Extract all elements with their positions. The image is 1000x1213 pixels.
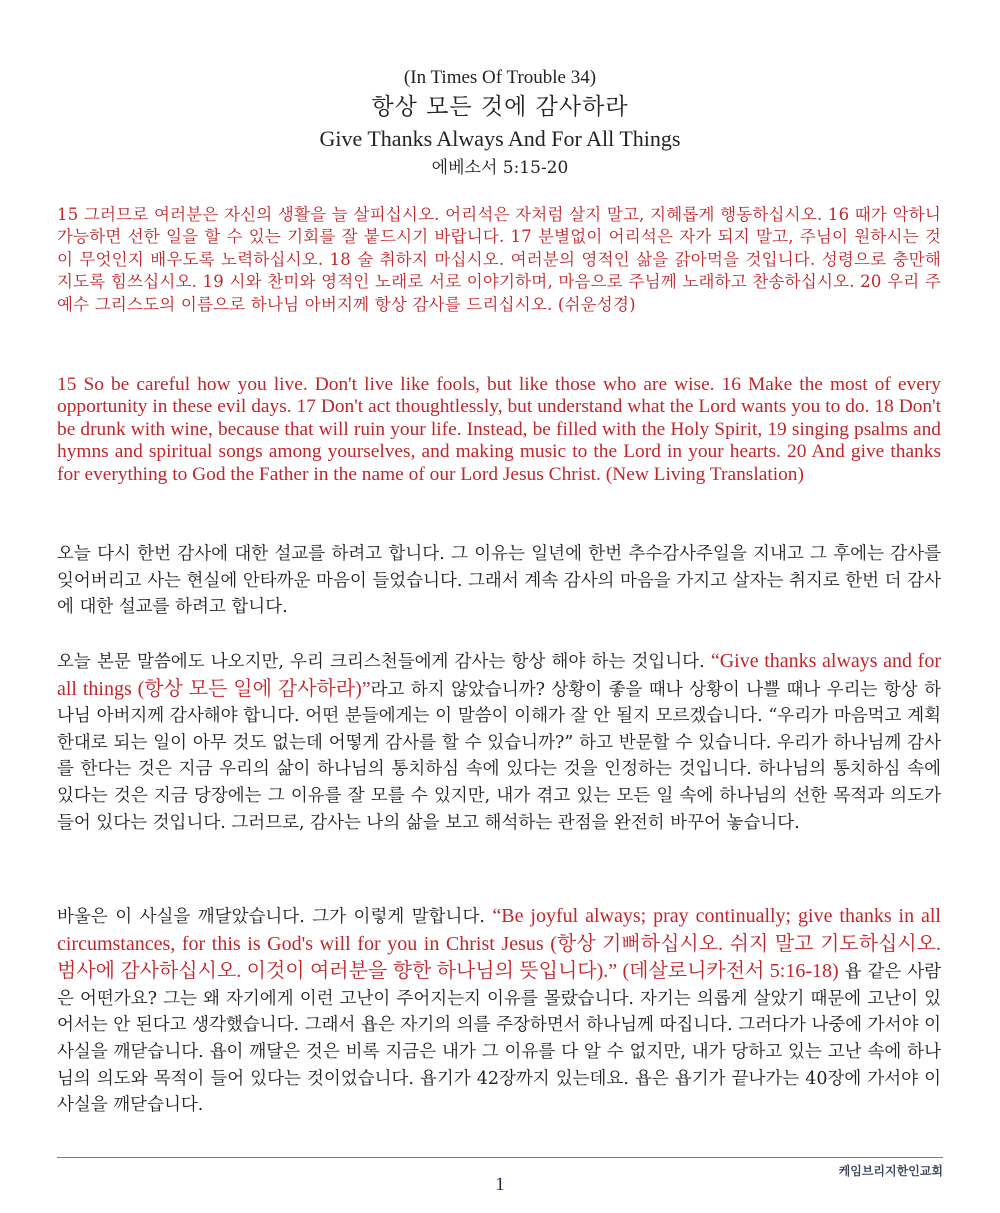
paragraph-3-rest: 욥 같은 사람은 어떤가요? 그는 왜 자기에게 이런 고난이 주어지는지 이유를 몰랐습니다. 자기는 의롭게 살았기 때문에 고난이 있어서는 안 된다고 생각했습니다. 그래서 욥은 자기의 의를 주장하면서 하나님께 따집니다. 그러다가 나중에 가서야 이 사실을 깨닫습니다. 욥이 깨달은 것은 비록 지금은 내가 그 이유를 다 알 수 없지만, 내가 당하고 있는 고난 속에 하나님의 의도와 목적이 들어 있다는 것이었습니다. 욥기가 42장까지 있는데요. 욥은 욥기가 끝나가는 40장에 가서야 이 사실을 깨닫습니다. [57, 962, 941, 1116]
english-title: Give Thanks Always And For All Things [319, 126, 681, 151]
paragraph-3-lead: 바울은 이 사실을 깨달았습니다. 그가 이렇게 말합니다. [57, 907, 493, 927]
paragraph-2-rest: 라고 하지 않았습니까? 상황이 좋을 때나 상황이 나쁠 때나 우리는 항상 하나님 아버지께 감사해야 합니다. 어떤 분들에게는 이 말씀이 이해가 잘 안 될지 모르겠습니다. “우리가 마음먹고 계획한대로 되는 일이 아무 것도 없는데 어떻게 감사를 할 수 있습니까?” 하고 반문할 수 있습니다. 우리가 하나님께 감사를 한다는 것은 지금 우리의 삶이 하나님의 통치하심 속에 있다는 것을 인정하는 것입니다. 하나님의 통치하심 속에 있다는 것은 지금 당장에는 그 이유를 잘 모를 수 있지만, 내가 겪고 있는 모든 일 속에 하나님의 선한 목적과 의도가 들어 있다는 것입니다. 그러므로, 감사는 나의 삶을 보고 해석하는 관점을 완전히 바꾸어 놓습니다. [57, 679, 941, 833]
page-number: 1 [495, 1174, 505, 1195]
paragraph-3 [57, 903, 941, 1119]
paragraph-1: 오늘 다시 한번 감사에 대한 설교를 하려고 합니다. 그 이유는 일년에 한번 추수감사주일을 지내고 그 후에는 감사를 잊어버리고 사는 현실에 안타까운 마음이 들었습니다. 그래서 계속 감사의 마음을 가지고 살자는 취지로 한번 더 감사에 대한 설교를 하려고 합니다. [57, 544, 941, 618]
korean-title: 항상 모든 것에 감사하라 [371, 94, 629, 120]
church-name: 케임브리지한인교회 [838, 1164, 943, 1178]
footer-divider [57, 1157, 943, 1158]
sermon-header [0, 66, 1000, 182]
scripture-korean: 15 그러므로 여러분은 자신의 생활을 늘 살피십시오. 어리석은 자처럼 살지 말고, 지혜롭게 행동하십시오. 16 때가 악하니 가능하면 선한 일을 할 수 있는 기회를 잘 붙드시기 바랍니다. 17 분별없이 어리석은 자가 되지 말고, 주님이 원하시는 것이 무엇인지 배우도록 노력하십시오. 18 술 취하지 마십시오. 여러분의 영적인 삶을 갉아먹을 것입니다. 성령으로 충만해지도록 힘쓰십시오. 19 시와 찬미와 영적인 노래로 서로 이야기하며, 마음으로 주님께 노래하고 찬송하십시오. 20 우리 주 예수 그리스도의 이름으로 하나님 아버지께 항상 감사를 드리십시오. (쉬운성경) [57, 205, 941, 314]
paragraph-2-lead: 오늘 본문 말씀에도 나오지만, 우리 크리스천들에게 감사는 항상 해야 하는 것입니다. [57, 652, 711, 672]
paragraph-2-quote: “Give thanks always and for all things (항상 모든 일에 감사하라)” [57, 650, 941, 700]
scripture-reference: 에베소서 5:15-20 [431, 158, 569, 178]
paragraph-3-quote: “Be joyful always; pray continually; give thanks in all circumstances, for this is God's will for you in Christ Jesus (항상 기뻐하십시오. 쉬지 말고 기도하십시오. 범사에 감사하십시오. 이것이 여러분을 향한 하나님의 뜻입니다).” (데살로니카전서 5:16-18) [57, 905, 941, 983]
paragraph-2 [57, 648, 941, 836]
scripture-english: 15 So be careful how you live. Don't live like fools, but like those who are wise. 16 Make the most of every opportunity in these evil days. 17 Don't act thoughtlessly, but understand what the Lord wants you to do. 18 Don't be drunk with wine, because that will ruin your life. Instead, be filled with the Holy Spirit, 19 singing psalms and hymns and spiritual songs among yourselves, and making music to the Lord in your hearts. 20 And give thanks for everything to God the Father in the name of our Lord Jesus Christ. (New Living Translation) [57, 374, 941, 485]
series-title: (In Times Of Trouble 34) [403, 67, 597, 88]
